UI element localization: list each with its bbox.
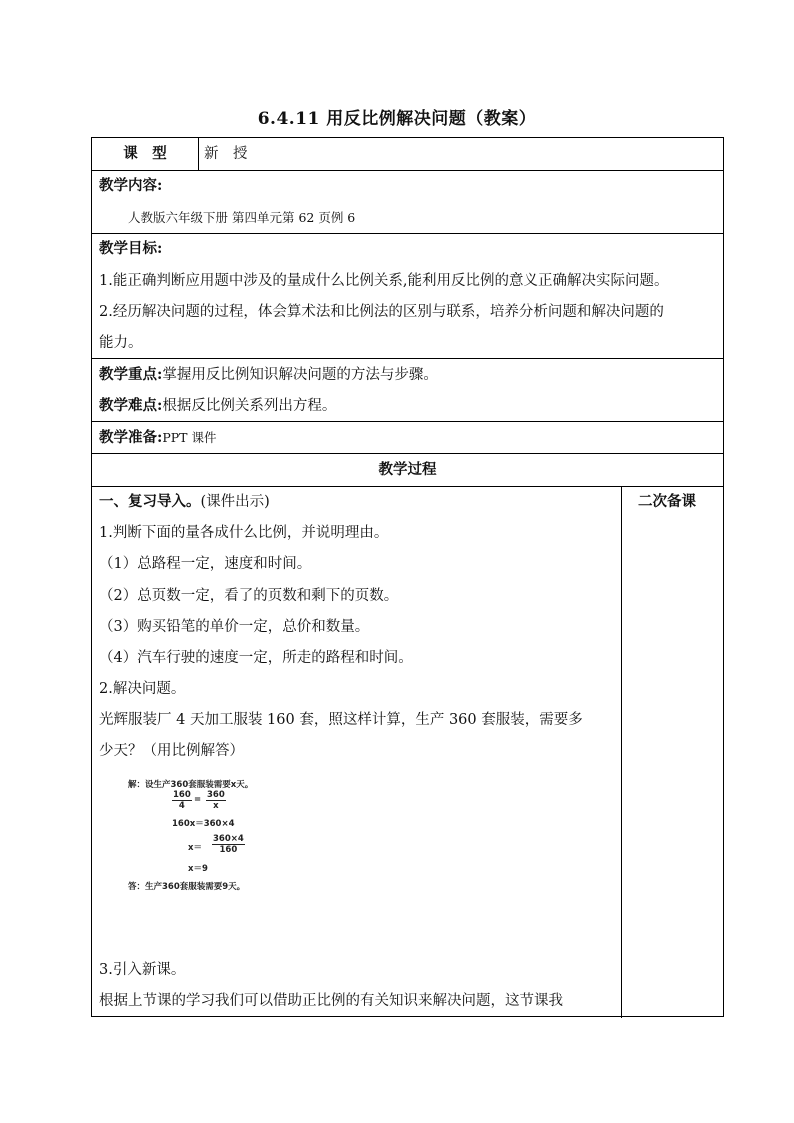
fraction-numerator: 160 bbox=[173, 790, 191, 800]
section1-note: (课件出示) bbox=[200, 494, 270, 510]
fraction-360-over-x bbox=[206, 790, 226, 811]
objective-item: 能力。 bbox=[99, 335, 143, 351]
solution-step: x＝9 bbox=[188, 864, 208, 874]
preparation-row bbox=[99, 428, 217, 448]
course-type-label: 课 型 bbox=[123, 145, 167, 162]
row-divider bbox=[92, 486, 723, 487]
fraction-numerator: 360 bbox=[207, 790, 225, 800]
difficulty-text: 根据反比例关系列出方程。 bbox=[162, 398, 337, 414]
solution-intro: 解：设生产360套服装需要x天。 bbox=[128, 780, 254, 790]
process-heading: 教学过程 bbox=[378, 461, 437, 478]
fraction-denominator: 160 bbox=[219, 845, 238, 855]
key-point-label: 教学重点: bbox=[99, 366, 163, 383]
course-type-value: 新 授 bbox=[204, 146, 248, 162]
objective-item: 2.经历解决问题的过程，体会算术法和比例法的区别与联系，培养分析问题和解决问题的 bbox=[99, 304, 664, 320]
secondary-prep-heading: 二次备课 bbox=[638, 493, 696, 510]
process-line: 1.判断下面的量各成什么比例，并说明理由。 bbox=[99, 525, 389, 541]
lesson-plan-table bbox=[91, 137, 724, 1017]
row-divider bbox=[92, 233, 723, 234]
fraction-denominator: 4 bbox=[178, 801, 185, 811]
equals-sign: = bbox=[194, 795, 202, 805]
preparation-text: PPT 课件 bbox=[162, 430, 217, 445]
column-divider bbox=[198, 138, 199, 170]
column-divider bbox=[621, 486, 622, 1018]
content-text: 人教版六年级下册 第四单元第 62 页例 6 bbox=[128, 210, 356, 225]
process-line: （3）购买铅笔的单价一定，总价和数量。 bbox=[99, 619, 370, 635]
key-point-text: 掌握用反比例知识解决问题的方法与步骤。 bbox=[162, 367, 438, 383]
preparation-label: 教学准备: bbox=[99, 429, 163, 446]
solution-step: 160x＝360×4 bbox=[172, 819, 235, 829]
fraction-360x4-over-160 bbox=[212, 834, 245, 855]
solution-image bbox=[128, 778, 288, 918]
row-divider bbox=[92, 358, 723, 359]
process-line: 3.引入新课。 bbox=[99, 962, 186, 978]
objective-item: 1.能正确判断应用题中涉及的量成什么比例关系,能利用反比例的意义正确解决实际问题。 bbox=[99, 273, 669, 289]
objectives-heading: 教学目标: bbox=[99, 240, 163, 257]
section1-title: 一、复习导入。 bbox=[99, 493, 201, 510]
process-line: （2）总页数一定，看了的页数和剩下的页数。 bbox=[99, 588, 399, 604]
solution-step-left: x＝ bbox=[188, 843, 202, 853]
process-line: 光辉服装厂 4 天加工服装 160 套，照这样计算，生产 360 套服装，需要多 bbox=[99, 712, 583, 728]
process-line: （1）总路程一定，速度和时间。 bbox=[99, 556, 312, 572]
document-title: 6.4.11 用反比例解决问题（教案） bbox=[257, 109, 537, 129]
fraction-160-over-4 bbox=[172, 790, 192, 811]
process-line: 2.解决问题。 bbox=[99, 681, 186, 697]
fraction-denominator: x bbox=[213, 801, 219, 811]
fraction-numerator: 360×4 bbox=[213, 834, 244, 844]
solution-answer: 答：生产360套服装需要9天。 bbox=[128, 882, 246, 892]
section1-title-row bbox=[99, 492, 270, 512]
process-line: （4）汽车行驶的速度一定，所走的路程和时间。 bbox=[99, 650, 413, 666]
row-divider bbox=[92, 170, 723, 171]
key-point-row bbox=[99, 365, 438, 385]
difficulty-label: 教学难点: bbox=[99, 397, 163, 414]
process-line: 少天？（用比例解答） bbox=[99, 743, 244, 759]
content-heading: 教学内容: bbox=[99, 177, 163, 194]
row-divider bbox=[92, 421, 723, 422]
row-divider bbox=[92, 453, 723, 454]
process-line: 根据上节课的学习我们可以借助正比例的有关知识来解决问题，这节课我 bbox=[99, 993, 563, 1009]
difficulty-row bbox=[99, 396, 336, 416]
